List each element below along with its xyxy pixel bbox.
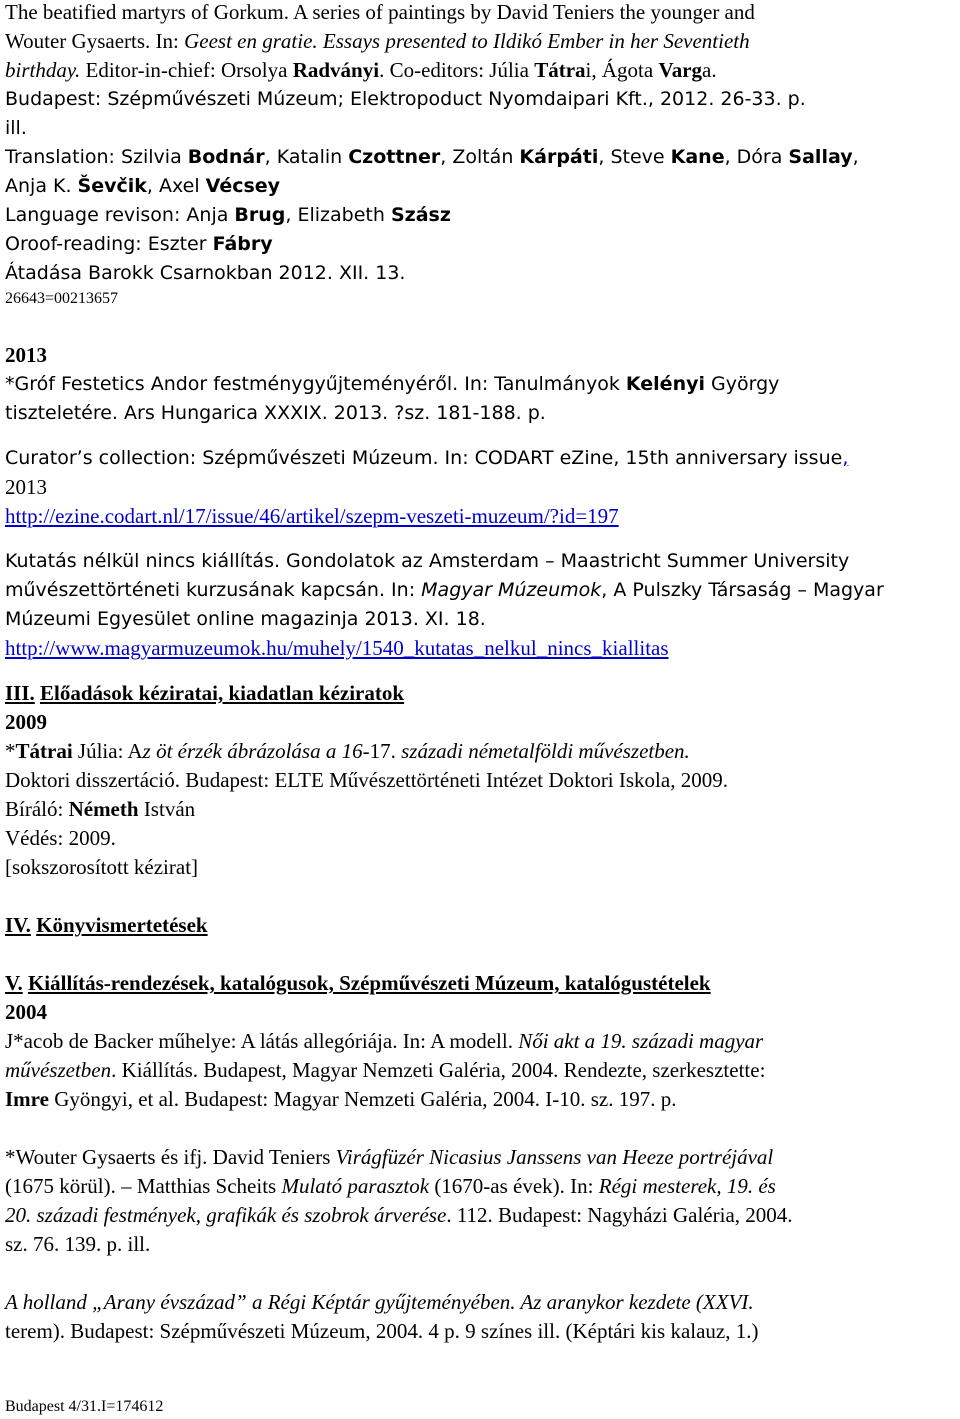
section-iii [5,679,958,882]
entry-line [5,502,958,531]
entry-line: művészettörténeti kurzusának kapcsán. In: Magyar Múzeumok, A Pulszky Társaság – Magyar [5,579,884,601]
entry-line: Curator’s collection: Szépművészeti Múzeum. In: CODART eZine, 15th anniversary issue, [5,447,849,469]
spacer [5,882,958,911]
entry-line: 2013 [5,475,47,499]
year-2013-group [5,341,958,663]
year-heading: 2004 [5,1000,47,1024]
spacer [5,531,958,547]
entry-line: Wouter Gysaerts. In: Geest en gratie. Essays presented to Ildikó Ember in her Seventieth [5,29,750,53]
entry-line: *Wouter Gysaerts és ifj. David Teniers Virágfüzér Nicasius Janssens van Heeze portréjával [5,1145,774,1169]
entry-line: Átadása Barokk Csarnokban 2012. XII. 13. [5,262,406,284]
entry-line: terem). Budapest: Szépművészeti Múzeum, 2004. 4 p. 9 színes ill. (Képtári kis kalauz, 1.) [5,1319,759,1343]
entry-line: Bíráló: Németh István [5,797,196,821]
spacer [5,940,958,969]
inline-link[interactable]: , [842,447,849,469]
entry-line: *Tátrai Júlia: Az öt érzék ábrázolása a 16-17. századi németalföldi művészetben. [5,739,690,763]
shelfmark-footer: Budapest 4/31.I=174612 [5,1398,164,1415]
entry-line: művészetben. Kiállítás. Budapest, Magyar Nemzeti Galéria, 2004. Rendezte, szerkesztette: [5,1058,766,1082]
spacer [5,1259,958,1288]
section-iv [5,911,958,940]
entry-line: birthday. Editor-in-chief: Orsolya Radványi. Co-editors: Júlia Tátrai, Ágota Varga. [5,58,717,82]
spacer [5,663,958,679]
entry-line: tiszteletére. Ars Hungarica XXXIX. 2013. ?sz. 181-188. p. [5,402,546,424]
year-heading: 2013 [5,343,47,367]
section-heading: III. Előadások kéziratai, kiadatlan kéziratok [5,681,405,705]
spacer [5,312,958,341]
magyarmuzeumok-link[interactable]: http://www.magyarmuzeumok.hu/muhely/1540_kutatas_nelkul_nincs_kiallitas [5,636,669,660]
entry-line: 26643=00213657 [5,290,119,307]
document-page [5,0,958,1346]
entry-line: J*acob de Backer műhelye: A látás allegóriája. In: A modell. Női akt a 19. századi magyar [5,1029,764,1053]
entry-line: Anja K. Ševčik, Axel Vécsey [5,175,281,197]
entry-line [5,634,958,663]
spacer [5,428,958,444]
entry-line: Védés: 2009. [5,826,116,850]
entry-line: 20. századi festmények, grafikák és szobrok árverése. 112. Budapest: Nagyházi Galéria, 2004. [5,1203,793,1227]
entry-line: The beatified martyrs of Gorkum. A series of paintings by David Teniers the younger and [5,0,755,24]
entry-line: Translation: Szilvia Bodnár, Katalin Czottner, Zoltán Kárpáti, Steve Kane, Dóra Sallay, [5,146,859,168]
section-v [5,969,958,1346]
section-heading: IV. Könyvismertetések [5,913,208,937]
section-heading: V. Kiállítás-rendezések, katalógusok, Szépművészeti Múzeum, katalógustételek [5,971,711,995]
entry-line: *Gróf Festetics Andor festménygyűjteményéről. In: Tanulmányok Kelényi György [5,373,780,395]
entry-line: sz. 76. 139. p. ill. [5,1232,151,1256]
entry-line: Oroof-reading: Eszter Fábry [5,233,273,255]
entry-line: ill. [5,117,27,139]
codart-link[interactable]: http://ezine.codart.nl/17/issue/46/artikel/szepm-veszeti-muzeum/?id=197 [5,504,619,528]
entry-line: [sokszorosított kézirat] [5,855,199,879]
entry-line: Budapest: Szépművészeti Múzeum; Elektropoduct Nyomdaipari Kft., 2012. 26-33. p. [5,88,806,110]
entry-line: Múzeumi Egyesület online magazinja 2013. XI. 18. [5,608,486,630]
year-heading: 2009 [5,710,47,734]
entry-line: A holland „Arany évszázad” a Régi Képtár gyűjteményében. Az aranykor kezdete (XXVI. [5,1290,754,1314]
entry-line: Language revison: Anja Brug, Elizabeth Szász [5,204,451,226]
entry-line: Doktori disszertáció. Budapest: ELTE Művészettörténeti Intézet Doktori Iskola, 2009. [5,768,728,792]
entry-gorkum [5,0,958,312]
entry-line: Kutatás nélkül nincs kiállítás. Gondolatok az Amsterdam – Maastricht Summer University [5,550,850,572]
spacer [5,1114,958,1143]
entry-line: (1675 körül). – Matthias Scheits Mulató parasztok (1670-as évek). In: Régi mesterek, 19. és [5,1174,776,1198]
entry-line: Imre Gyöngyi, et al. Budapest: Magyar Nemzeti Galéria, 2004. I-10. sz. 197. p. [5,1087,677,1111]
